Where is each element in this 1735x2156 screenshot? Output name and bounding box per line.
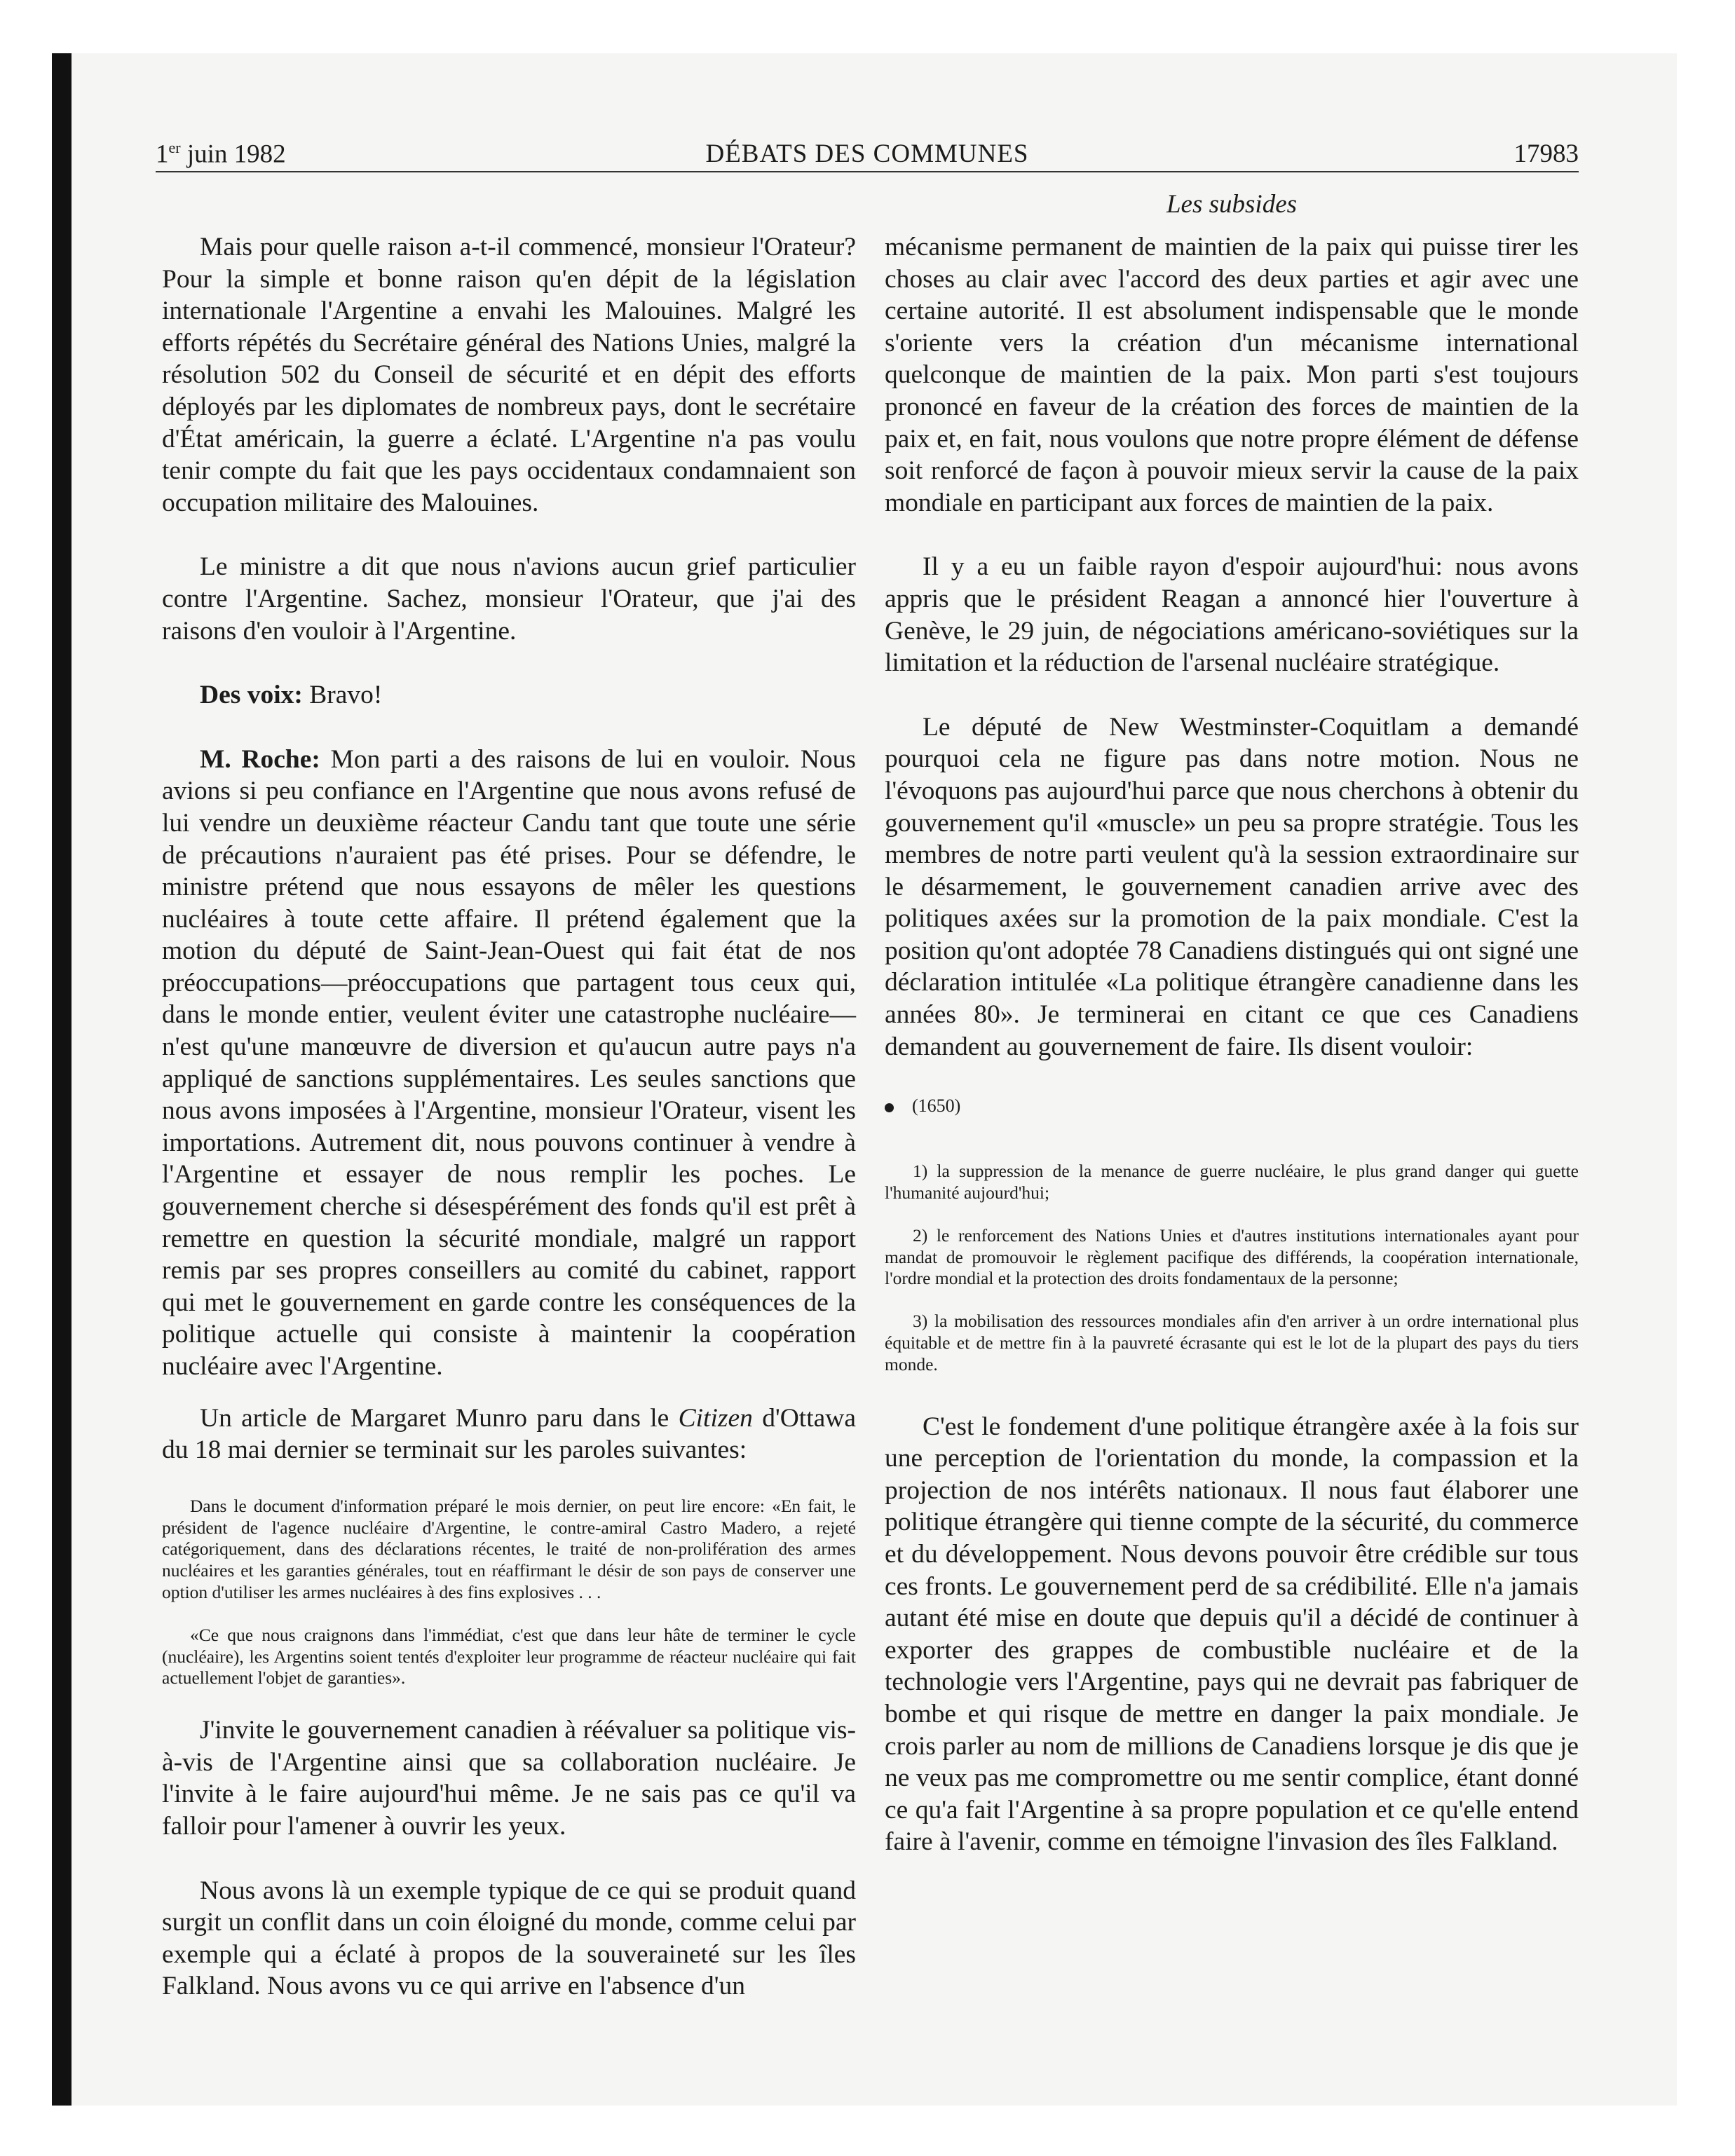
paragraph: Nous avons là un exemple typique de ce qui se produit quand surgit un conflit dans un coin éloigné du monde, comme celui par exemple qui a éclaté à propos de la souveraineté sur les îles Falkland. Nous avons vu ce qui arrive en l'absence d'un [162,1876,856,2001]
block-quote: 2) le renforcement des Nations Unies et d'autres institutions internationales ayant pour mandat de promouvoir le règlement pacifique des différends, la coopération internationale, l'ordre mondial et la protection des droits fondamentaux de la personne; [885,1224,1579,1289]
paragraph-speech: Des voix: Bravo! [200,681,383,710]
paragraph: Le ministre a dit que nous n'avions aucun grief particulier contre l'Argentine. Sachez, monsieur l'Orateur, que j'ai des raisons d'en vouloir à l'Argentine. [162,552,856,646]
speaker-name: Des voix: [200,681,303,710]
paragraph: J'invite le gouvernement canadien à réévaluer sa politique vis-à-vis de l'Argentine ainsi que sa collaboration nucléaire. Je l'invite à le faire aujourd'hui même. Je ne sais pas ce qu'il va falloir pour l'amener à ouvrir les yeux. [162,1716,856,1841]
paragraph: Mais pour quelle raison a-t-il commencé, monsieur l'Orateur? Pour la simple et bonne raison qu'en dépit de la législation internationale l'Argentine a envahi les Malouines. Malgré les efforts répétés du Secrétaire général des Nations Unies, malgré la résolution 502 du Conseil de sécurité et en dépit des efforts déployés par les diplomates de nombreux pays, dont le secrétaire d'État américain, la guerre a éclaté. L'Argentine n'a pas voulu tenir compte du fait que les pays occidentaux condamnaient son occupation militaire des Malouines. [162,233,856,517]
paragraph: Le député de New Westminster-Coquitlam a demandé pourquoi cela ne figure pas dans notre motion. Nous ne l'évoquons pas aujourd'hui parce que nous cherchons à obtenir du gouvernement qu'il «muscle» un peu sa propre stratégie. Tous les membres de notre parti veulent qu'à la session extraordinaire sur le désarmement, le gouvernement canadien arrive avec des politiques axées sur la promotion de la paix mondiale. C'est la position qu'ont adoptée 78 Canadiens distingués qui ont signé une déclaration intitulée «La politique étrangère canadienne dans les années 80». Je terminerai en citant ce que ces Canadiens demandent au gouvernement de faire. Ils disent vouloir: [885,712,1579,1061]
paragraph: Un article de Margaret Munro paru dans le Citizen d'Ottawa du 18 mai dernier se terminait sur les paroles suivantes: [162,1403,856,1465]
header-title: DÉBATS DES COMMUNES [705,139,1029,168]
paragraph: Il y a eu un faible rayon d'espoir aujourd'hui: nous avons appris que le président Reagan a annoncé hier l'ouverture à Genève, le 29 juin, de négociations américano-soviétiques sur la limitation et la réduction de l'arsenal nucléaire stratégique. [885,552,1579,678]
paragraph-speech: M. Roche: Mon parti a des raisons de lui en vouloir. Nous avions si peu confiance en l'Argentine que nous avons refusé de lui vendre un deuxième réacteur Candu tant que toute une série de précautions n'auraient pas été prises. Pour se défendre, le ministre prétend que nous essayons de mêler les questions nucléaires à toute cette affaire. Il prétend également que la motion du député de Saint-Jean-Ouest qui fait état de nos préoccupations—préoccupations que partagent tous ceux qui, dans le monde entier, veulent éviter une catastrophe nucléaire—n'est qu'une manœuvre de diversion et qu'aucun autre pays n'a appliqué de sanctions supplémentaires. Les seules sanctions que nous avons imposées à l'Argentine, monsieur l'Orateur, visent les importations. Autrement dit, nous pouvons continuer à vendre à l'Argentine et essayer de nous remplir les poches. Le gouvernement cherche si désespérément des fonds qu'il est prêt à remettre en question la sécurité mondiale, malgré un rapport remis par ses propres conseillers au comité du cabinet, rapport qui met le gouvernement en garde contre les conséquences de la politique actuelle qui consiste à maintenir la coopération nucléaire avec l'Argentine. [162,744,856,1381]
left-column [162,231,856,2003]
block-quote: «Ce que nous craignons dans l'immédiat, c'est que dans leur hâte de terminer le cycle (nucléaire), les Argentins soient tentés d'exploiter leur programme de réacteur nucléaire qui fait actuellement l'objet de garanties». [162,1624,856,1688]
header-page-number: 17983 [1513,139,1579,168]
block-quote: 3) la mobilisation des ressources mondiales afin d'en arriver à un ordre international plus équitable et de mettre fin à la pauvreté écrasante qui est le lot de la plupart des pays du tiers monde. [885,1311,1579,1374]
paragraph: C'est le fondement d'une politique étrangère axée à la fois sur une perception de l'orientation du monde, la compassion et la projection de nos intérêts nationaux. Il nous faut élaborer une politique étrangère qui tienne compte de la sécurité, du commerce et du développement. Nous devons pouvoir être crédible sur tous ces fronts. Le gouvernement perd de sa crédibilité. Elle n'a jamais autant été mise en doute que depuis qu'il a décidé de continuer à exporter des grappes de combustible nucléaire et de la technologie vers l'Argentine, pays qui ne devrait pas fabriquer de bombe et qui risque de mettre en danger la paix mondiale. Je crois parler au nom de millions de Canadiens lorsque je dis que je ne veux pas me compromettre ou me sentir complice, étant donné ce qu'a fait l'Argentine à sa propre population et ce qu'elle entend faire à l'avenir, comme en témoigne l'invasion des îles Falkland. [885,1412,1579,1857]
speaker-name: M. Roche: [200,744,320,774]
time-marker: (1650) [885,1095,1579,1117]
header-date: 1er juin 1982 [156,139,286,169]
bullet-dot-icon [885,1103,894,1112]
page-header [156,137,1579,172]
paragraph: mécanisme permanent de maintien de la paix qui puisse tirer les choses au clair avec l'accord des deux parties et agir avec une certaine autorité. Il est absolument indispensable que le monde s'oriente vers la création d'un mécanisme international quelconque de maintien de la paix. Mon parti s'est toujours prononcé en faveur de la création des forces de maintien de la paix et, en fait, nous voulons que notre propre élément de défense soit renforcé de façon à pouvoir mieux servir la cause de la paix mondiale en participant aux forces de maintien de la paix. [885,233,1579,517]
right-column [885,231,1579,1858]
section-heading: Les subsides [1166,190,1298,219]
publication-name: Citizen [678,1403,753,1433]
block-quote: 1) la suppression de la menance de guerre nucléaire, le plus grand danger qui guette l'humanité aujourd'hui; [885,1161,1579,1203]
scan-edge-bar [52,53,72,2106]
block-quote: Dans le document d'information préparé le mois dernier, on peut lire encore: «En fait, le président de l'agence nucléaire d'Argentine, le contre-amiral Castro Madero, a rejeté catégoriquement, dans des déclarations récentes, le traité de non-prolifération des armes nucléaires et les garanties générales, tout en réaffirmant le désir de son pays de conserver une option d'utiliser les armes nucléaires à des fins explosives . . . [162,1495,856,1602]
